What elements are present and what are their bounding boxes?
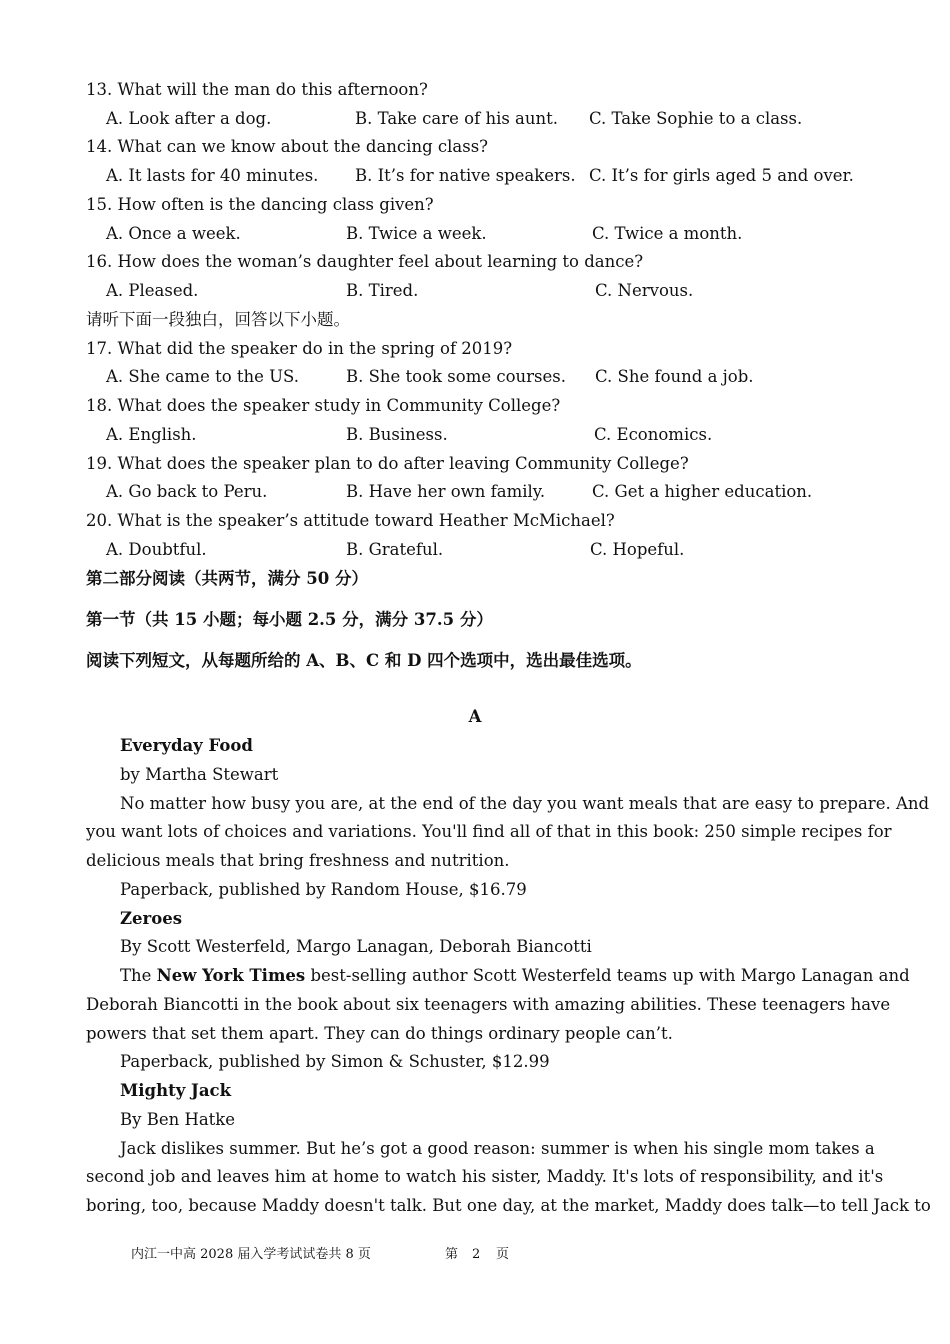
- book1-author: by Martha Stewart: [120, 765, 279, 784]
- footer-exam-info: 内江一中高 2028 届入学考试试卷共 8 页: [131, 1247, 371, 1262]
- q18-option-a: A. English.: [106, 425, 197, 444]
- book2-author: By Scott Westerfeld, Margo Lanagan, Deborah Biancotti: [120, 937, 592, 956]
- q14-option-c: C. It’s for girls aged 5 and over.: [589, 166, 854, 185]
- book1-desc-line: you want lots of choices and variations. You'll find all of that in this book: 250 simple recipes for: [86, 822, 892, 841]
- q15-option-c: C. Twice a month.: [592, 224, 743, 243]
- q14-option-a: A. It lasts for 40 minutes.: [106, 166, 319, 185]
- q19-option-a: A. Go back to Peru.: [106, 482, 268, 501]
- footer-page-suffix: 页: [496, 1247, 510, 1262]
- book3-title: Mighty Jack: [120, 1081, 231, 1100]
- part2-heading: 第二部分阅读（共两节，满分 50 分）: [86, 569, 368, 588]
- book2-desc-line: powers that set them apart. They can do things ordinary people can’t.: [86, 1024, 673, 1043]
- monologue-instruction: 请听下面一段独白，回答以下小题。: [86, 310, 350, 329]
- question-17: 17. What did the speaker do in the spring of 2019?: [86, 339, 513, 358]
- q17-option-b: B. She took some courses.: [346, 367, 566, 386]
- q15-option-a: A. Once a week.: [106, 224, 241, 243]
- question-20: 20. What is the speaker’s attitude toward Heather McMichael?: [86, 511, 615, 530]
- book2-desc-line: [120, 965, 910, 987]
- passage-label: A: [468, 707, 482, 726]
- question-13: 13. What will the man do this afternoon?: [86, 80, 428, 99]
- q13-option-b: B. Take care of his aunt.: [355, 109, 559, 128]
- q20-option-c: C. Hopeful.: [590, 540, 685, 559]
- book2-desc-line: Deborah Biancotti in the book about six teenagers with amazing abilities. These teenagers have: [86, 995, 891, 1014]
- footer-page-number: 2: [472, 1247, 481, 1262]
- q18-option-b: B. Business.: [346, 425, 448, 444]
- reading-instruction: 阅读下列短文，从每题所给的 A、B、C 和 D 四个选项中，选出最佳选项。: [86, 651, 642, 670]
- book1-title: Everyday Food: [120, 736, 253, 755]
- q13-option-a: A. Look after a dog.: [106, 109, 272, 128]
- q17-option-a: A. She came to the US.: [106, 367, 300, 386]
- question-19: 19. What does the speaker plan to do after leaving Community College?: [86, 454, 689, 473]
- book3-author: By Ben Hatke: [120, 1110, 236, 1129]
- book2-desc-post: best-selling author Scott Westerfeld teams up with Margo Lanagan and: [305, 966, 910, 985]
- q16-option-b: B. Tired.: [346, 281, 419, 300]
- q14-option-b: B. It’s for native speakers.: [355, 166, 576, 185]
- book3-desc-line: second job and leaves him at home to watch his sister, Maddy. It's lots of responsibility, and it's: [86, 1167, 884, 1186]
- section1-heading: 第一节（共 15 小题；每小题 2.5 分，满分 37.5 分）: [86, 610, 493, 629]
- question-16: 16. How does the woman’s daughter feel about learning to dance?: [86, 252, 644, 271]
- book2-publisher: Paperback, published by Simon & Schuster, $12.99: [120, 1052, 550, 1071]
- q16-option-c: C. Nervous.: [595, 281, 694, 300]
- book2-desc-pre: The: [120, 966, 157, 985]
- q19-option-c: C. Get a higher education.: [592, 482, 813, 501]
- q17-option-c: C. She found a job.: [595, 367, 754, 386]
- book1-desc-line: delicious meals that bring freshness and nutrition.: [86, 851, 510, 870]
- book1-publisher: Paperback, published by Random House, $16.79: [120, 880, 527, 899]
- q18-option-c: C. Economics.: [594, 425, 713, 444]
- book2-title: Zeroes: [120, 909, 183, 928]
- question-14: 14. What can we know about the dancing class?: [86, 137, 489, 156]
- footer-page-prefix: 第: [445, 1247, 459, 1262]
- book3-desc-line: boring, too, because Maddy doesn't talk. But one day, at the market, Maddy does talk—to tell Jack to: [86, 1196, 931, 1215]
- newspaper-name: New York Times: [156, 966, 306, 985]
- question-18: 18. What does the speaker study in Community College?: [86, 396, 561, 415]
- q13-option-c: C. Take Sophie to a class.: [589, 109, 803, 128]
- q19-option-b: B. Have her own family.: [346, 482, 546, 501]
- q20-option-b: B. Grateful.: [346, 540, 444, 559]
- q16-option-a: A. Pleased.: [106, 281, 199, 300]
- book1-desc-line: No matter how busy you are, at the end of the day you want meals that are easy to prepare. And: [120, 794, 930, 813]
- book3-desc-line: Jack dislikes summer. But he’s got a good reason: summer is when his single mom takes a: [120, 1139, 875, 1158]
- q20-option-a: A. Doubtful.: [106, 540, 207, 559]
- question-15: 15. How often is the dancing class given?: [86, 195, 434, 214]
- q15-option-b: B. Twice a week.: [346, 224, 487, 243]
